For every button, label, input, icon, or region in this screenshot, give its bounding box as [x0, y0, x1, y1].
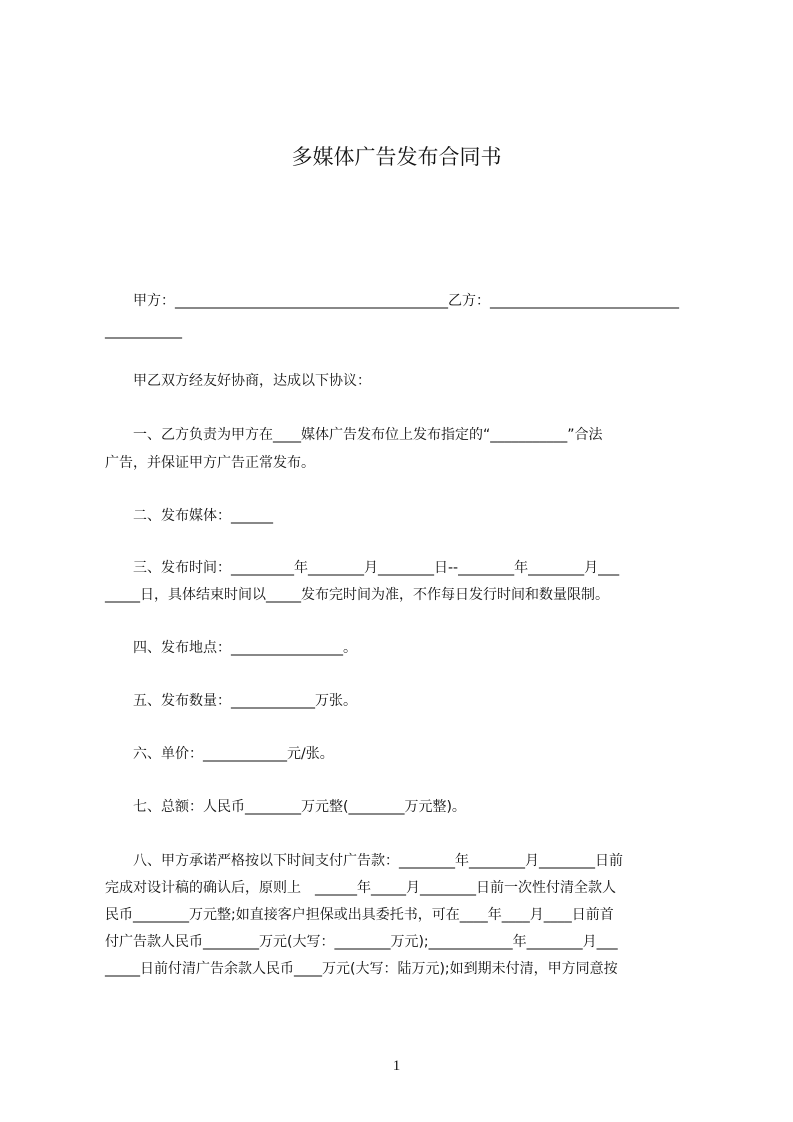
party-line-continued: ___________: [105, 323, 182, 339]
clause-8: 八、甲方承诺严格按以下时间支付广告款：________年________月________日前: [105, 853, 623, 869]
clause-8-line-4: 付广告款人民币________万元(大写：________万元);____________年________月___: [105, 934, 618, 950]
page-number: 1: [392, 1058, 401, 1074]
party-line: 甲方：_______________________________________乙方：___________________________: [105, 293, 679, 309]
clause-8-line-2: 完成对设计稿的确认后，原则上 ______年_____月________日前一次性付清全款人: [105, 880, 616, 896]
clause-3: 三、发布时间：_________年________月________日--________年________月___: [105, 560, 620, 576]
clause-2: 二、发布媒体：______: [105, 508, 273, 524]
document-title: 多媒体广告发布合同书: [291, 145, 502, 169]
clause-5: 五、发布数量：____________万张。: [105, 693, 357, 709]
clause-7: 七、总额：人民币________万元整(________万元整)。: [105, 799, 466, 815]
clause-3-continued: _____日，具体结束时间以_____发布完时间为准，不作每日发行时间和数量限制。: [105, 587, 609, 603]
clause-8-line-5: _____日前付清广告余款人民币____万元(大写：陆万元);如到期未付清，甲方同意按: [105, 961, 618, 977]
clause-1-continued: 广告，并保证甲方广告正常发布。: [105, 455, 315, 471]
clause-1: 一、乙方负责为甲方在____媒体广告发布位上发布指定的“___________”合法: [105, 427, 603, 443]
clause-6: 六、单价：____________元/张。: [105, 746, 334, 762]
clause-4: 四、发布地点：________________。: [105, 640, 357, 656]
clause-8-line-3: 民币________万元整;如直接客户担保或出具委托书，可在____年____月____日前首: [105, 907, 614, 923]
agreement-intro: 甲乙双方经友好协商，达成以下协议：: [105, 373, 371, 389]
